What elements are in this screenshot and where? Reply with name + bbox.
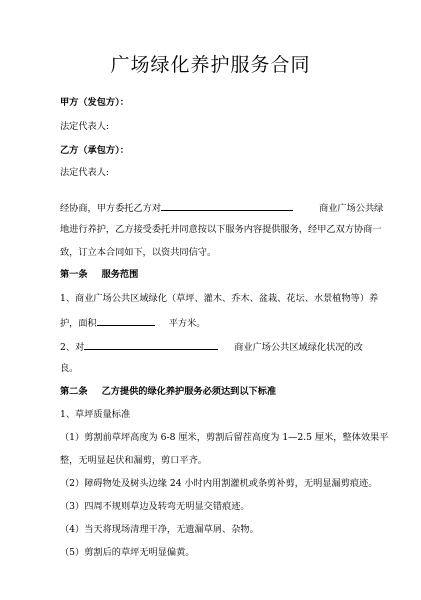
- standard-heading: 1、草坪质量标准: [60, 409, 131, 420]
- item-2-text-b: 商业广场公共区域绿化状况的改: [234, 342, 363, 353]
- article-2-heading: [60, 386, 276, 398]
- party-a-representative: 法定代表人:: [60, 121, 110, 132]
- item-1-line-1: 1、商业广场公共区域绿化（草坪、灌木、乔木、盆栽、花坛、水景植物等）养: [60, 293, 379, 304]
- item-2-text-a: 2、对: [60, 342, 85, 353]
- party-b-representative: 法定代表人:: [60, 167, 110, 178]
- party-a-label: 甲方（发包方）：: [60, 97, 129, 108]
- blank-underline: [97, 316, 155, 326]
- standard-line: （5）剪割后的草坪无明显偏黄。: [60, 547, 195, 558]
- intro-line-3: 致，订立本合同如下，以资共同信守。: [60, 247, 217, 258]
- article-2-number: 第二条: [60, 386, 88, 397]
- intro-text-b: 商业广场公共绿: [319, 203, 384, 214]
- standard-line: （4）当天将现场清理干净，无遗漏草屑、杂物。: [60, 524, 259, 535]
- standard-line: （1）剪割前草坪高度为 6-8 厘米，剪割后留茬高度为 1—2.5 厘米，整体效果平: [60, 432, 389, 443]
- item-2-line-1: [60, 340, 363, 354]
- party-b-label: 乙方（承包方）：: [60, 145, 129, 156]
- item-1-text-a: 护，面积: [60, 318, 97, 329]
- intro-text-a: 经协商，甲方委托乙方对: [60, 203, 162, 214]
- blank-underline: [84, 340, 218, 350]
- article-1-number: 第一条: [60, 269, 88, 280]
- standard-line: （2）障碍物处及树头边缘 24 小时内用割灌机或条剪补剪，无明显漏剪痕迹。: [60, 478, 378, 489]
- intro-line-1: [60, 201, 383, 215]
- blank-underline: [161, 201, 293, 211]
- item-1-line-2: [60, 316, 206, 330]
- document-title: 广场绿化养护服务合同: [110, 54, 311, 76]
- article-1-heading: [60, 269, 138, 281]
- article-1-title: 服务范围: [101, 269, 139, 280]
- standard-line: （3）四周不规则草边及转弯无明显交错痕迹。: [60, 501, 250, 512]
- article-2-title: 乙方提供的绿化养护服务必须达到以下标准: [101, 386, 277, 397]
- item-2-line-2: 良。: [60, 363, 79, 374]
- intro-line-2: 地进行养护，乙方接受委托并同意按以下服务内容提供服务，经甲乙双方协商一: [60, 224, 382, 235]
- standard-line: 整，无明显起伏和漏剪，剪口平齐。: [60, 455, 207, 466]
- item-1-text-b: 平方米。: [168, 318, 206, 329]
